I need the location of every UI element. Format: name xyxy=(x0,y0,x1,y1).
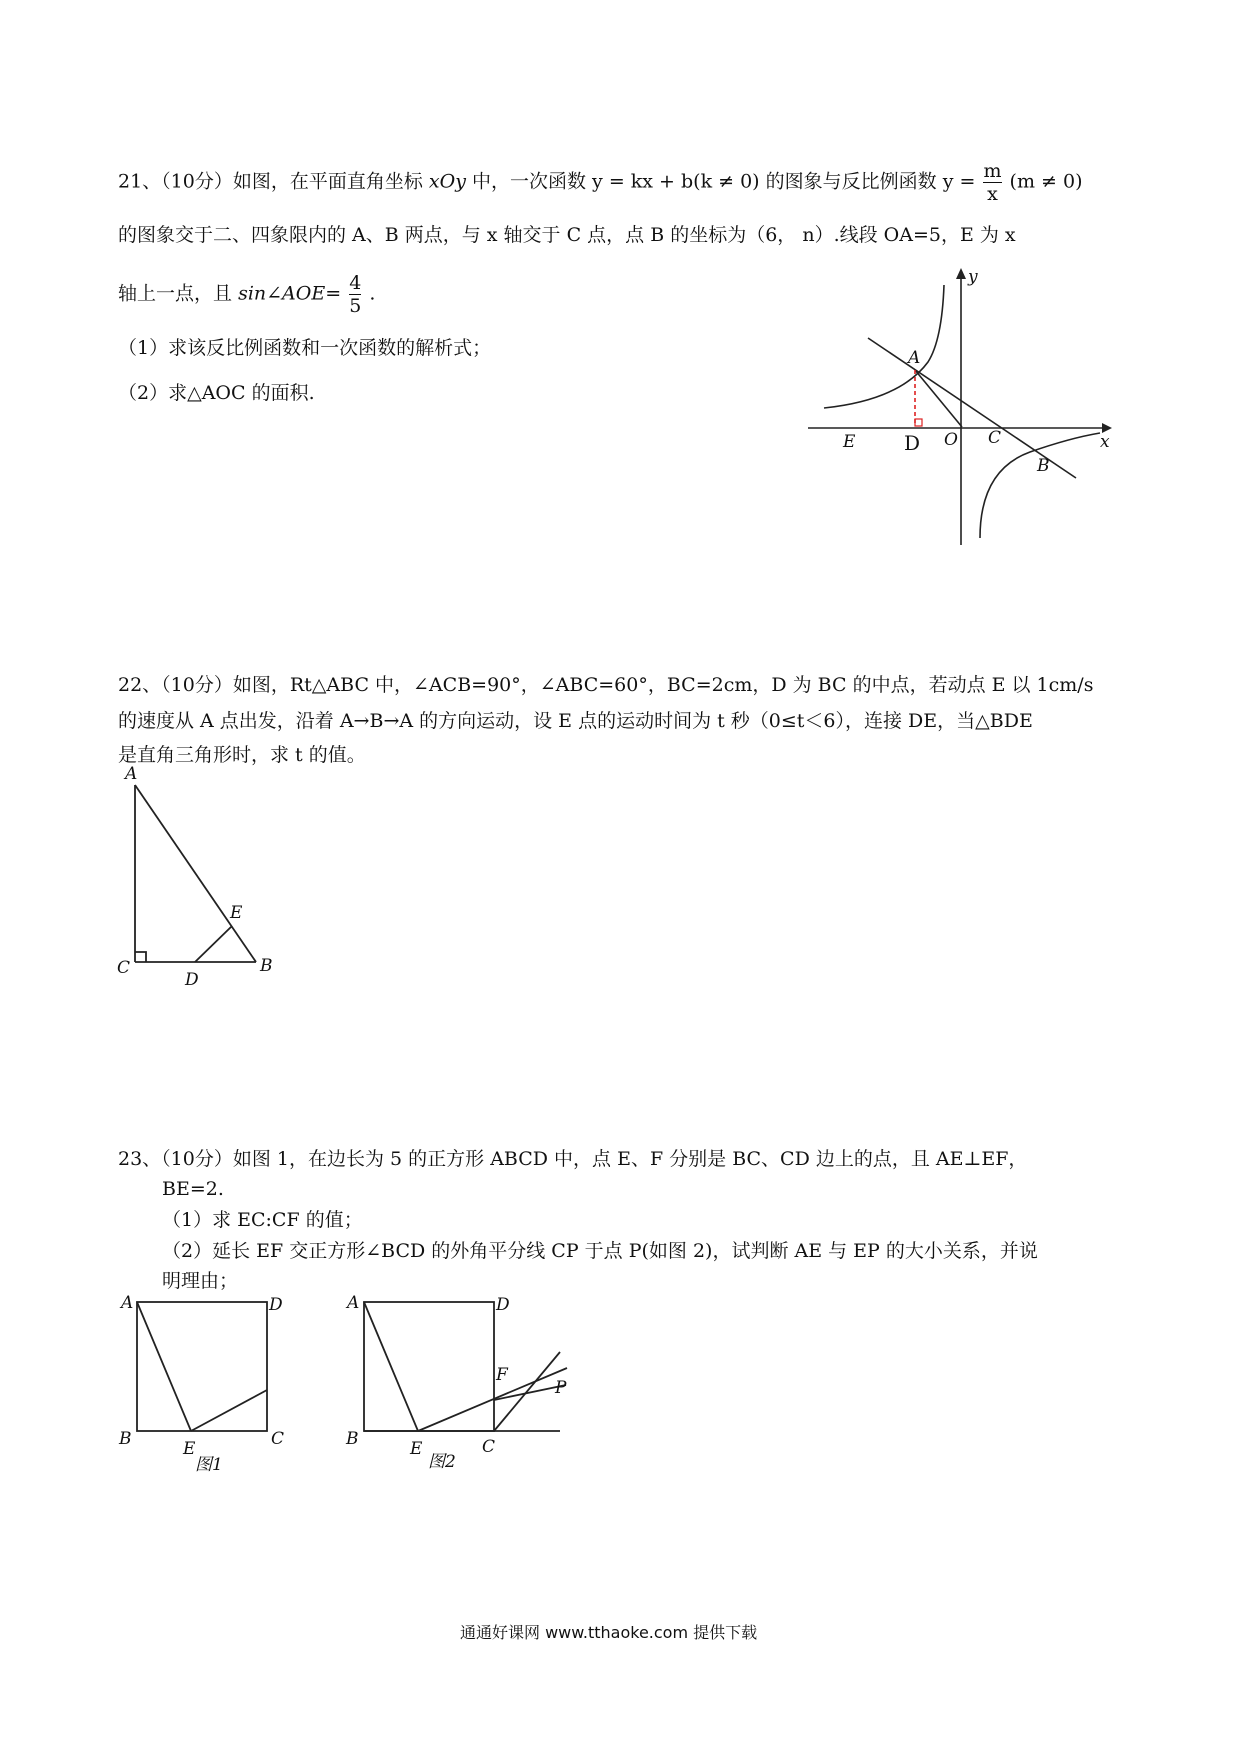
q23-part2-a: （2）延长 EF 交正方形∠BCD 的外角平分线 CP 于点 P(如图 2)，试判断 AE 与 EP 的大小关系，并说 xyxy=(162,1240,1038,1262)
q21-sin: sin∠AOE= xyxy=(238,282,342,305)
q22-fig-E: E xyxy=(230,903,243,923)
q21-after-linear: 的图象与反比例函数 xyxy=(765,170,937,193)
q21-line2: 的图象交于二、四象限内的 A、B 两点，与 x 轴交于 C 点，点 B 的坐标为（6， n）.线段 OA=5，E 为 x xyxy=(118,224,1016,246)
q22-fig-B: B xyxy=(260,956,273,976)
q23-fig2-caption: 图2 xyxy=(428,1452,456,1472)
q21-frac-num: m xyxy=(983,160,1002,182)
q22-fig-A: A xyxy=(125,764,138,784)
q23-part2-b: 明理由； xyxy=(162,1270,239,1292)
q21-cond: (m ≠ 0) xyxy=(1009,170,1083,193)
q23-line1: 23、（10分）如图 1，在边长为 5 的正方形 ABCD 中，点 E、F 分别是 BC、CD 边上的点，且 AE⊥EF， xyxy=(118,1148,1028,1170)
q21-part1: （1）求该反比例函数和一次函数的解析式； xyxy=(118,337,492,359)
q21-frac-den: x xyxy=(983,182,1001,205)
q23-fig1-C: C xyxy=(271,1429,285,1449)
q21-line3-a: 轴上一点，且 xyxy=(118,282,233,305)
q23-fig1-B: B xyxy=(119,1429,132,1449)
q21-sin-den: 5 xyxy=(349,295,362,317)
q21-fig-E: E xyxy=(843,432,856,452)
q21-fig-A: A xyxy=(908,348,921,368)
q23-fig2-A: A xyxy=(347,1293,360,1313)
q21-part2: （2）求△AOC 的面积. xyxy=(118,382,315,404)
q23-fig2-ep xyxy=(418,1368,567,1431)
q23-fig2-square xyxy=(364,1302,494,1431)
q23-fig1-D: D xyxy=(269,1295,283,1315)
q21-mid: 中，一次函数 xyxy=(471,170,586,193)
q22-fig-C: C xyxy=(117,958,131,978)
q23-part1: （1）求 EC:CF 的值； xyxy=(162,1209,363,1231)
q21-fig-y: y xyxy=(968,267,978,287)
q21-fig-x: x xyxy=(1100,432,1110,452)
q23-fig2-F: F xyxy=(496,1365,508,1385)
q23-fig1-A: A xyxy=(121,1293,134,1313)
q21-sin-num: 4 xyxy=(349,272,362,294)
q21-xoy: xOy xyxy=(428,170,466,193)
q22-line1: 22、（10分）如图，Rt△ABC 中，∠ACB=90°，∠ABC=60°，BC=2cm，D 为 BC 的中点，若动点 E 以 1cm/s xyxy=(118,674,1094,696)
page-footer: 通通好课网 www.tthaoke.com 提供下载 xyxy=(460,1623,758,1642)
q23-fig2-E: E xyxy=(410,1439,423,1459)
q23-fig1-caption: 图1 xyxy=(195,1455,223,1475)
q21-line3-end: . xyxy=(369,282,376,305)
q23-fig2-cp xyxy=(494,1352,560,1431)
q22-line3: 是直角三角形时，求 t 的值。 xyxy=(118,744,366,766)
q22-fig-D: D xyxy=(185,970,199,990)
q23-fig2-P: P xyxy=(555,1378,567,1398)
q21-fig-B: B xyxy=(1037,456,1050,476)
q21-y-eq: y = xyxy=(942,170,976,193)
q21-fig-O: O xyxy=(944,430,958,450)
q22-line2: 的速度从 A 点出发，沿着 A→B→A 的方向运动，设 E 点的运动时间为 t 秒（0≤t＜6），连接 DE，当△BDE xyxy=(118,710,1033,732)
q23-fig2-ae xyxy=(364,1302,418,1431)
q23-fig2-B: B xyxy=(346,1429,359,1449)
q23-fig2-C: C xyxy=(482,1437,496,1457)
q23-fig2-D: D xyxy=(496,1295,510,1315)
q21-fig-C: C xyxy=(988,428,1002,448)
q23-fig1-E: E xyxy=(183,1439,196,1459)
q21-linear-fn: y = kx + b(k ≠ 0) xyxy=(592,170,760,193)
q21-label: 21、（10分）如图，在平面直角坐标 xyxy=(118,170,423,193)
q21-fig-D: D xyxy=(904,431,921,455)
q23-line2: BE=2. xyxy=(162,1178,224,1200)
